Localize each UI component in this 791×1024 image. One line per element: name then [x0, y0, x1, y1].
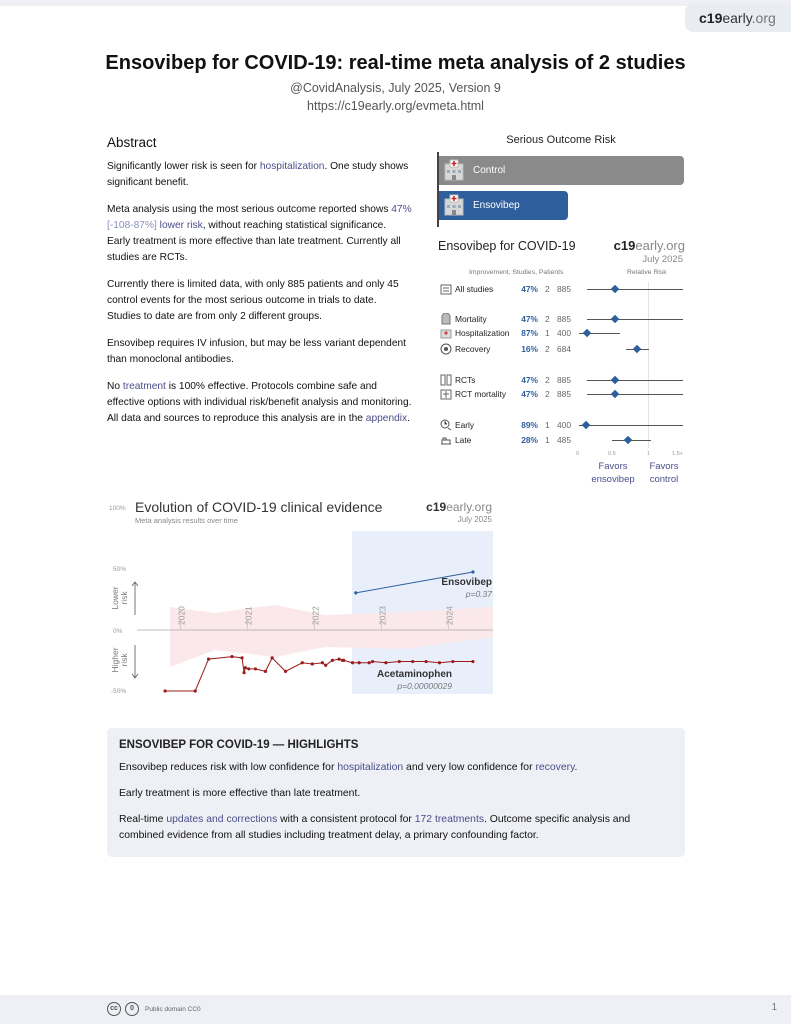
forest-row-label: RCT mortality [455, 389, 507, 399]
forest-row [436, 418, 688, 432]
acetaminophen-data-point [242, 671, 245, 674]
forest-row-label: RCTs [455, 375, 476, 385]
forest-row-patients: 885 [557, 284, 571, 294]
acetaminophen-data-point [371, 660, 374, 663]
acetaminophen-data-point [398, 660, 401, 663]
forest-row-improvement: 87% [521, 328, 538, 338]
footer [0, 995, 791, 1024]
effect-point [611, 315, 619, 323]
forest-row-improvement: 28% [521, 435, 538, 445]
forest-row-patients: 485 [557, 435, 571, 445]
acetaminophen-data-point [264, 670, 267, 673]
svg-text:Lower: Lower [110, 586, 120, 610]
forest-row-patients: 684 [557, 344, 571, 354]
forest-row-improvement: 16% [521, 344, 538, 354]
acetaminophen-data-point [342, 659, 345, 662]
acetaminophen-data-point [271, 656, 274, 659]
y-tick-label: 100% [109, 505, 126, 512]
abstract [107, 135, 412, 438]
acetaminophen-series-label: Acetaminophen [376, 669, 452, 680]
ci-line [587, 394, 683, 395]
forest-row-patients: 885 [557, 375, 571, 385]
acetaminophen-data-point [471, 660, 474, 663]
forest-plot [436, 234, 688, 494]
forest-row-label: Late [455, 435, 472, 445]
highlight-1: Ensovibep reduces risk with low confidence for hospitalization and very low confidence for recovery. [119, 762, 578, 773]
highlight-3: Real-time updates and corrections with a consistent protocol for 172 treatments. Outcome specific analysis and combined evidence from all studies including treatment delay, a primary confounding factor. [119, 814, 631, 841]
lower-risk-label [110, 586, 129, 609]
evolution-chart [105, 497, 497, 697]
hospital-icon [443, 194, 465, 216]
forest-row-improvement: 47% [521, 375, 538, 385]
highlight-2: Early treatment is more effective than late treatment. [119, 788, 361, 799]
acetaminophen-data-point [451, 660, 454, 663]
year-label: 2021 [243, 606, 254, 625]
twitter-handle-link[interactable]: @CovidAnalysis [290, 81, 382, 95]
evolution-title: Evolution of COVID-19 clinical evidence [135, 499, 383, 515]
forest-row-label: Early [455, 420, 475, 430]
acetaminophen-data-point [368, 661, 371, 664]
treatment-link[interactable]: treatment [122, 381, 166, 392]
acetaminophen-data-point [324, 664, 327, 667]
forest-row [436, 433, 688, 447]
abstract-p4: Ensovibep requires IV infusion, but may be less variant dependent than monoclonal antibodies. [107, 338, 407, 365]
forest-row-improvement: 89% [521, 420, 538, 430]
forest-row-patients: 400 [557, 328, 571, 338]
acetaminophen-data-point [163, 689, 166, 692]
svg-text:risk: risk [119, 653, 129, 667]
acetaminophen-data-point [244, 666, 247, 669]
year-label: 2022 [310, 606, 321, 625]
forest-row [436, 282, 688, 296]
appendix-link[interactable]: appendix [365, 413, 408, 424]
ci-line [579, 425, 683, 426]
highlights-box [107, 728, 685, 857]
acetaminophen-data-point [384, 661, 387, 664]
page-number: 1 [771, 1002, 777, 1013]
zero-icon: 0 [125, 1002, 139, 1016]
late-icon [440, 434, 452, 446]
abstract-p5: No treatment is 100% effective. Protocols combine safe and effective options with individual risk/benefit analysis and monitoring. All data and sources to reproduce this analysis are in the appendix. [107, 381, 412, 424]
forest-row [436, 326, 688, 340]
acetaminophen-data-point [438, 661, 441, 664]
ensovibep-p-value: p=0.37 [465, 589, 492, 599]
acetaminophen-data-point [337, 658, 340, 661]
abstract-p1: Significantly lower risk is seen for hospitalization. One study shows significant benefit. [107, 161, 409, 188]
tick-label: 0.5 [608, 451, 616, 457]
acetaminophen-data-point [301, 661, 304, 664]
year-label: 2023 [377, 606, 388, 625]
abstract-p3: Currently there is limited data, with only 885 patients and only 45 control events for the most serious outcome in trials to date. Studies to date are from only 2 different groups. [107, 279, 399, 322]
acetaminophen-data-point [240, 656, 243, 659]
evolution-subtitle: Meta analysis results over time [135, 516, 238, 525]
favors-control: Favors control [649, 461, 679, 485]
acetaminophen-data-point [358, 661, 361, 664]
serious-outcome-title: Serious Outcome Risk [506, 134, 616, 146]
evolution-chart-svg [105, 497, 497, 697]
hospitalization-link[interactable]: hospitalization [337, 762, 404, 773]
forest-title: Ensovibep for COVID-19 [438, 239, 576, 253]
acetaminophen-data-point [411, 660, 414, 663]
forest-row-patients: 885 [557, 389, 571, 399]
acetaminophen-data-point [207, 658, 210, 661]
forest-row-improvement: 47% [521, 314, 538, 324]
forest-row-improvement: 47% [521, 389, 538, 399]
effect-point [611, 376, 619, 384]
acetaminophen-data-point [424, 660, 427, 663]
all-studies-icon [440, 283, 452, 295]
forest-row-studies: 2 [545, 375, 550, 385]
forest-row [436, 312, 688, 326]
control-bar: Control [439, 156, 684, 185]
acetaminophen-data-point [254, 667, 257, 670]
effect-point [624, 436, 632, 444]
top-band [0, 0, 791, 6]
byline: @CovidAnalysis, July 2025, Version 9 [290, 81, 501, 95]
abstract-heading: Abstract [107, 135, 157, 150]
forest-brand: c19early.org [613, 238, 685, 253]
page-title: Ensovibep for COVID-19: real-time meta analysis of 2 studies [105, 52, 686, 74]
recovery-icon [440, 343, 452, 355]
acetaminophen-data-point [247, 667, 250, 670]
ci-link[interactable]: [-108‑87%] [107, 220, 157, 231]
forest-row-improvement: 47% [521, 284, 538, 294]
acetaminophen-data-point [194, 689, 197, 692]
rct-mortality-icon [440, 388, 452, 400]
forest-date: July 2025 [642, 254, 683, 265]
tick-label: 0 [576, 451, 580, 457]
tick-label: 1 [647, 451, 651, 457]
tombstone-icon [440, 313, 452, 325]
hospitalization-link[interactable]: hospitalization [259, 161, 325, 172]
license[interactable]: cc 0 Public domain CC0 [107, 1000, 201, 1018]
forest-row-label: Recovery [455, 344, 491, 354]
forest-row-studies: 2 [545, 344, 550, 354]
up-arrow-icon [132, 582, 138, 615]
y-tick-label: 0% [113, 628, 123, 635]
effect-value-link[interactable]: 47% [391, 204, 412, 215]
tick-label: 1.5+ [672, 451, 683, 457]
early-icon [440, 419, 452, 431]
forest-row-patients: 400 [557, 420, 571, 430]
forest-row-label: All studies [455, 284, 494, 294]
ensovibep-series-label: Ensovibep [441, 577, 492, 588]
y-tick-label: -50% [111, 688, 127, 695]
forest-row-label: Hospitalization [455, 328, 510, 338]
acetaminophen-data-point [284, 670, 287, 673]
year-label: 2020 [176, 606, 187, 625]
lower-risk-link[interactable]: lower risk [156, 220, 203, 231]
svg-text:Higher: Higher [110, 647, 120, 673]
effect-point [633, 345, 641, 353]
forest-row-studies: 1 [545, 435, 550, 445]
forest-rr-header: Relative Risk [627, 269, 667, 276]
acetaminophen-data-point [331, 659, 334, 662]
ci-line [587, 380, 683, 381]
evolution-brand: c19early.org [426, 500, 492, 514]
y-tick-label: 50% [113, 566, 127, 573]
forest-row-studies: 1 [545, 420, 550, 430]
forest-row-studies: 2 [545, 284, 550, 294]
ensovibep-data-point [354, 591, 357, 594]
forest-row-studies: 1 [545, 328, 550, 338]
forest-row [436, 373, 688, 387]
rct-icon [440, 374, 452, 386]
effect-point [611, 390, 619, 398]
ensovibep-data-point [471, 570, 474, 573]
acetaminophen-data-point [351, 661, 354, 664]
favors-ensovibep: Favors ensovibep [591, 461, 635, 485]
effect-point [581, 421, 589, 429]
effect-point [611, 285, 619, 293]
effect-point [583, 329, 591, 337]
recovery-link[interactable]: recovery [535, 762, 575, 773]
forest-row [436, 342, 688, 356]
hospital-icon [440, 327, 452, 339]
highlights-title: ENSOVIBEP FOR COVID-19 — HIGHLIGHTS [119, 739, 359, 751]
forest-col-header: Improvement, Studies, Patients [469, 269, 564, 276]
acetaminophen-data-point [230, 655, 233, 658]
abstract-p2: Meta analysis using the most serious outcome reported shows 47% [-108‑87%] lower risk, without reaching statistical significance. Early treatment is more effective than late treatment. Currently all studies are RCTs. [107, 204, 412, 263]
forest-row [436, 387, 688, 401]
cc-icon: cc [107, 1002, 121, 1016]
down-arrow-icon [132, 645, 138, 678]
treatments-link[interactable]: 172 treatments [414, 814, 485, 825]
ensovibep-bar: Ensovibep [439, 191, 568, 220]
hospital-icon [443, 159, 465, 181]
acetaminophen-data-point [321, 661, 324, 664]
higher-risk-label [110, 647, 129, 672]
year-label: 2024 [444, 606, 455, 625]
evolution-date: July 2025 [457, 515, 492, 524]
ci-line [587, 289, 683, 290]
updates-link[interactable]: updates and corrections [166, 814, 278, 825]
svg-text:risk: risk [119, 591, 129, 605]
forest-row-studies: 2 [545, 389, 550, 399]
ci-line [587, 319, 683, 320]
page-url[interactable]: https://c19early.org/evmeta.html [307, 99, 484, 113]
acetaminophen-data-point [311, 662, 314, 665]
brand-logo[interactable]: c19early.org [685, 4, 791, 32]
forest-row-label: Mortality [455, 314, 487, 324]
forest-row-studies: 2 [545, 314, 550, 324]
acetaminophen-p-value: p=0.00000029 [397, 681, 452, 691]
forest-row-patients: 885 [557, 314, 571, 324]
